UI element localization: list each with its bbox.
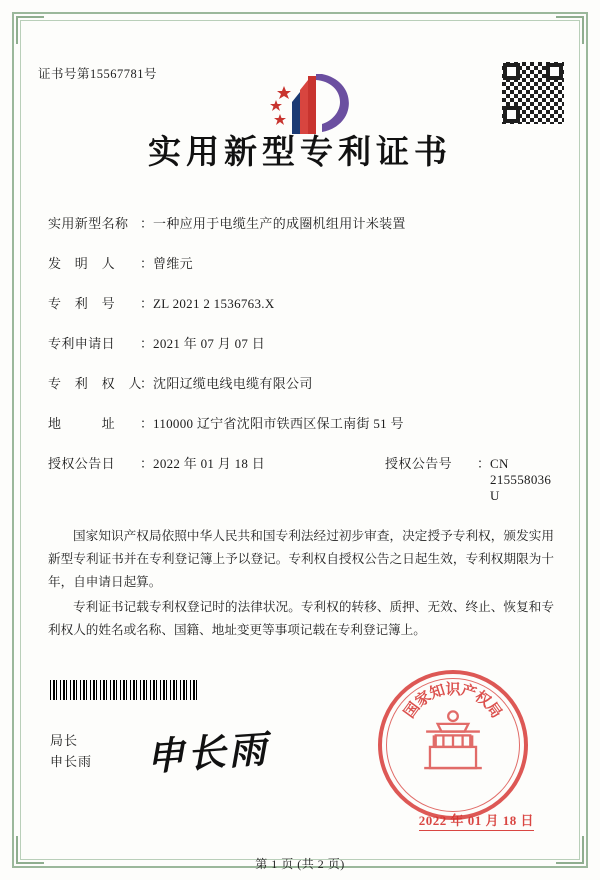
- field-colon: ：: [477, 456, 491, 471]
- official-seal: [378, 670, 528, 820]
- field-row-address: [48, 413, 564, 432]
- field-value: 2021 年 07 月 07 日: [153, 336, 266, 351]
- field-row-patent-number: [48, 293, 564, 312]
- field-label: 实用新型名称: [48, 216, 129, 231]
- field-value: ZL 2021 2 1536763.X: [153, 296, 275, 311]
- seal-char: 国: [401, 699, 424, 722]
- field-colon: ：: [140, 336, 154, 351]
- seal-text-ring: [378, 670, 528, 820]
- field-value: 一种应用于电缆生产的成圈机组用计米装置: [153, 216, 406, 231]
- seal-char: 知: [427, 682, 448, 703]
- certificate-number: 证书号第15567781号: [38, 67, 158, 81]
- seal-date: 2022 年 01 月 18 日: [419, 810, 534, 831]
- barcode: [50, 680, 200, 700]
- field-value: 2022 年 01 月 18 日: [153, 456, 266, 471]
- field-label: 发 明 人: [48, 256, 116, 271]
- field-colon: ：: [140, 296, 154, 311]
- legal-text-block: [48, 525, 554, 642]
- seal-char: 局: [482, 699, 505, 722]
- certificate-fields: [48, 213, 564, 504]
- field-value: 沈阳辽缆电线电缆有限公司: [153, 376, 313, 391]
- legal-paragraph-2: 专利证书记载专利权登记时的法律状况。专利权的转移、质押、无效、终止、恢复和专利权人的姓名或名称、国籍、地址变更等事项记载在专利登记簿上。: [48, 600, 554, 637]
- seal-char: 识: [445, 682, 461, 698]
- field-value-secondary: CN 215558036 U: [490, 456, 552, 503]
- field-row-grant-announcement: [48, 453, 564, 504]
- field-label: 授权公告日: [48, 456, 116, 471]
- field-label: 专 利 号: [48, 296, 116, 311]
- field-row-patentee: [48, 373, 564, 392]
- field-row-utility-model-name: [48, 213, 564, 232]
- signature-block: [50, 730, 92, 772]
- certificate-content: [36, 40, 564, 871]
- seal-char: 家: [412, 688, 435, 711]
- legal-paragraph-1: 国家知识产权局依照中华人民共和国专利法经过初步审查，决定授予专利权，颁发实用新型专利证书并在专利登记簿上予以登记。专利权自授权公告之日起生效，专利权期限为十年，自申请日起算。: [48, 529, 554, 589]
- field-colon: ：: [140, 376, 154, 391]
- field-label-secondary: 授权公告号: [385, 456, 453, 471]
- field-label: 专利申请日: [48, 336, 116, 351]
- field-label: 专 利 权 人: [48, 376, 142, 391]
- handwritten-signature: 申长雨: [144, 728, 271, 780]
- field-row-inventor: [48, 253, 564, 272]
- page-title: 实用新型专利证书: [148, 135, 452, 171]
- seal-char: 权: [471, 688, 494, 711]
- patent-office-logo-icon: [264, 68, 360, 140]
- field-colon: ：: [140, 416, 154, 431]
- field-colon: ：: [140, 456, 154, 471]
- signature-name-label: 申长雨: [50, 754, 93, 769]
- field-colon: ：: [140, 216, 154, 231]
- signature-role-label: 局长: [50, 733, 79, 748]
- qr-code: [502, 62, 564, 124]
- field-row-application-date: [48, 333, 564, 352]
- seal-char: 产: [458, 682, 479, 703]
- field-colon: ：: [140, 256, 154, 271]
- field-value: 曾维元: [153, 256, 193, 271]
- field-value: 110000 辽宁省沈阳市铁西区保工南街 51 号: [153, 416, 404, 431]
- field-label: 地 址: [48, 416, 116, 431]
- page-footer: 第 1 页 (共 2 页): [255, 857, 345, 871]
